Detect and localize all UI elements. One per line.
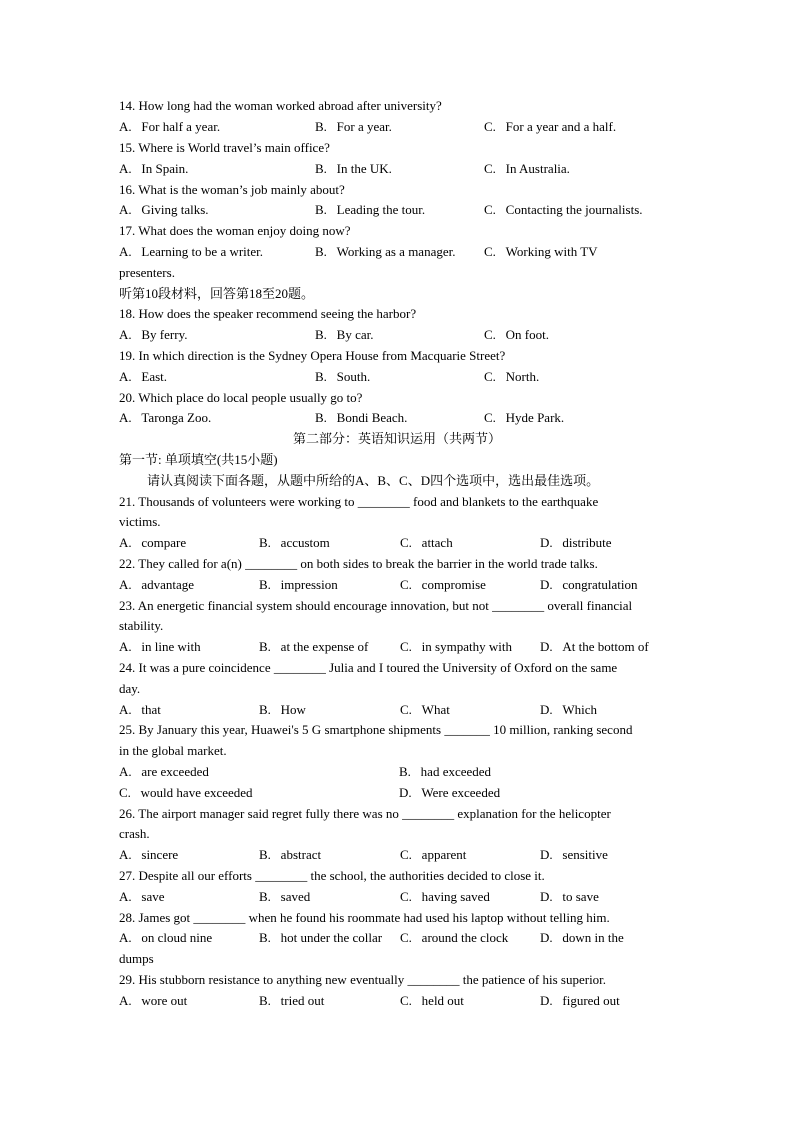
q18-option-b: B. By car. <box>315 327 374 342</box>
q24-option-d: D. Which <box>540 702 598 717</box>
question-29-stem: 29. His stubborn resistance to anything new eventually ________ the patience of his superior. <box>119 972 607 987</box>
q20-option-b: B. Bondi Beach. <box>315 410 408 425</box>
q23-option-a: A. in line with <box>119 639 201 654</box>
q23-option-d: D. At the bottom of <box>540 639 649 654</box>
q23-option-c: C. in sympathy with <box>400 639 512 654</box>
question-24-wrap: day. <box>119 681 141 696</box>
q27-option-b: B. saved <box>259 889 311 904</box>
q21-option-c: C. attach <box>400 535 453 550</box>
q23-option-b: B. at the expense of <box>259 639 369 654</box>
q22-option-a: A. advantage <box>119 577 195 592</box>
q21-option-a: A. compare <box>119 535 187 550</box>
q29-option-a: A. wore out <box>119 993 188 1008</box>
q22-option-d: D. congratulation <box>540 577 638 592</box>
question-19-stem: 19. In which direction is the Sydney Opera House from Macquarie Street? <box>119 348 506 363</box>
q27-option-c: C. having saved <box>400 889 490 904</box>
question-16-stem: 16. What is the woman’s job mainly about? <box>119 182 345 197</box>
q22-option-c: C. compromise <box>400 577 486 592</box>
question-24-stem: 24. It was a pure coincidence ________ Julia and I toured the University of Oxford on the same <box>119 660 618 675</box>
q17-option-a: A. Learning to be a writer. <box>119 244 264 259</box>
q20-option-c: C. Hyde Park. <box>484 410 565 425</box>
section-1-instruction: 请认真阅读下面各题，从题中所给的A、B、C、D四个选项中，选出最佳选项。 <box>147 473 600 488</box>
q24-option-b: B. How <box>259 702 306 717</box>
q27-option-a: A. save <box>119 889 165 904</box>
q25-option-a: A. are exceeded <box>119 764 209 779</box>
q14-option-a: A. For half a year. <box>119 119 221 134</box>
question-27-stem: 27. Despite all our efforts ________ the school, the authorities decided to close it. <box>119 868 545 883</box>
question-28-stem: 28. James got ________ when he found his roommate had used his laptop without telling him. <box>119 910 610 925</box>
q24-option-a: A. that <box>119 702 161 717</box>
question-25-wrap: in the global market. <box>119 743 227 758</box>
q28-option-b: B. hot under the collar <box>259 930 383 945</box>
question-15-stem: 15. Where is World travel’s main office? <box>119 140 330 155</box>
question-25-stem: 25. By January this year, Huawei's 5 G smartphone shipments _______ 10 million, ranking second <box>119 722 633 737</box>
question-26-wrap: crash. <box>119 826 150 841</box>
q21-option-d: D. distribute <box>540 535 612 550</box>
question-17-stem: 17. What does the woman enjoy doing now? <box>119 223 351 238</box>
q15-option-b: B. In the UK. <box>315 161 392 176</box>
q27-option-d: D. to save <box>540 889 599 904</box>
q18-option-c: C. On foot. <box>484 327 549 342</box>
q28-option-d: D. down in the <box>540 930 624 945</box>
q25-option-d: D. Were exceeded <box>399 785 501 800</box>
q14-option-b: B. For a year. <box>315 119 392 134</box>
q25-option-c: C. would have exceeded <box>119 785 253 800</box>
q20-option-a: A. Taronga Zoo. <box>119 410 212 425</box>
q17-option-c: C. Working with TV <box>484 244 598 259</box>
question-14-stem: 14. How long had the woman worked abroad after university? <box>119 98 442 113</box>
q26-option-d: D. sensitive <box>540 847 608 862</box>
question-18-stem: 18. How does the speaker recommend seeing the harbor? <box>119 306 417 321</box>
question-21-wrap: victims. <box>119 514 161 529</box>
q26-option-a: A. sincere <box>119 847 179 862</box>
passage-10-instruction: 听第10段材料，回答第18至20题。 <box>119 286 315 301</box>
q16-option-c: C. Contacting the journalists. <box>484 202 643 217</box>
q28-option-d-wrap: dumps <box>119 951 154 966</box>
q16-option-a: A. Giving talks. <box>119 202 209 217</box>
q22-option-b: B. impression <box>259 577 338 592</box>
q18-option-a: A. By ferry. <box>119 327 188 342</box>
q26-option-b: B. abstract <box>259 847 322 862</box>
q19-option-b: B. South. <box>315 369 371 384</box>
question-21-stem: 21. Thousands of volunteers were working to ________ food and blankets to the earthquake <box>119 494 599 509</box>
q29-option-d: D. figured out <box>540 993 620 1008</box>
q26-option-c: C. apparent <box>400 847 467 862</box>
q29-option-b: B. tried out <box>259 993 325 1008</box>
q19-option-a: A. East. <box>119 369 168 384</box>
part-2-title: 第二部分：英语知识运用（共两节） <box>292 431 501 446</box>
q21-option-b: B. accustom <box>259 535 330 550</box>
q19-option-c: C. North. <box>484 369 540 384</box>
question-23-stem: 23. An energetic financial system should encourage innovation, but not ________ overall financial <box>119 598 633 613</box>
q14-option-c: C. For a year and a half. <box>484 119 617 134</box>
question-23-wrap: stability. <box>119 618 164 633</box>
q28-option-c: C. around the clock <box>400 930 509 945</box>
q24-option-c: C. What <box>400 702 450 717</box>
question-22-stem: 22. They called for a(n) ________ on both sides to break the barrier in the world trade talks. <box>119 556 598 571</box>
q16-option-b: B. Leading the tour. <box>315 202 426 217</box>
q25-option-b: B. had exceeded <box>399 764 492 779</box>
question-26-stem: 26. The airport manager said regret fully there was no ________ explanation for the helicopter <box>119 806 611 821</box>
section-1-title: 第一节: 单项填空(共15小题) <box>119 452 278 467</box>
q17-option-b: B. Working as a manager. <box>315 244 456 259</box>
question-20-stem: 20. Which place do local people usually go to? <box>119 390 363 405</box>
q29-option-c: C. held out <box>400 993 464 1008</box>
q28-option-a: A. on cloud nine <box>119 930 213 945</box>
q15-option-c: C. In Australia. <box>484 161 570 176</box>
q15-option-a: A. In Spain. <box>119 161 189 176</box>
q17-option-c-wrap: presenters. <box>119 265 175 280</box>
